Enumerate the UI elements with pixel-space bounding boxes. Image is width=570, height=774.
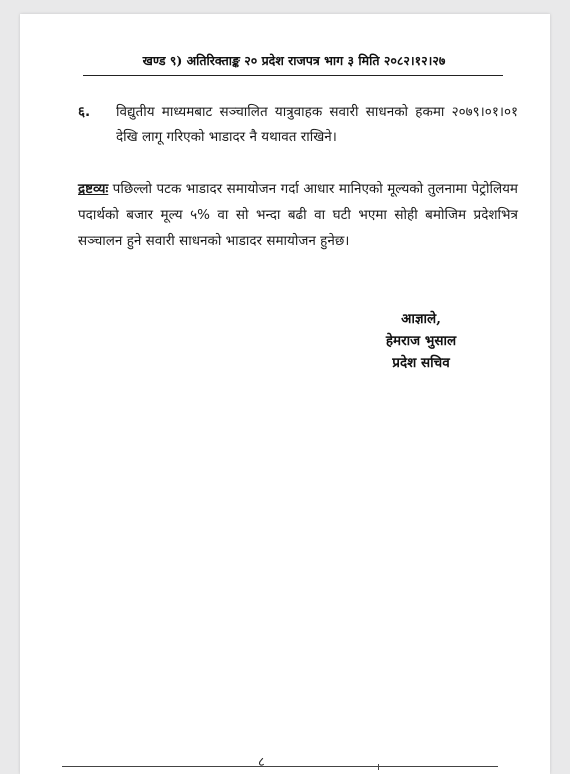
header-divider [83, 75, 503, 76]
clause-number: ६. [78, 104, 91, 120]
clause-text: विद्युतीय माध्यमबाट सञ्चालित यात्रुवाहक सवारी साधनको हकमा २०७९।०१।०१ देखि लागू गरिएको भाडादर नै यथावत राखिने। [116, 104, 518, 145]
note-label: द्रष्टव्यः [78, 181, 109, 197]
note-text: पछिल्लो पटक भाडादर समायोजन गर्दा आधार मानिएको मूल्यको तुलनामा पेट्रोलियम पदार्थको बजार मूल्य ५% वा सो भन्दा बढी वा घटी भएमा सोही बमोजिम प्रदेशभित्र सञ्चालन हुने सवारी साधनको भाडादर समायोजन हुनेछ। [78, 181, 518, 249]
signature-block [356, 308, 486, 374]
document-page [20, 14, 550, 774]
signatory-title: प्रदेश सचिव [392, 355, 450, 371]
footer-tick-mark [378, 764, 379, 770]
clause-item [78, 100, 518, 150]
signatory-name: हेमराज भुसाल [385, 333, 457, 349]
signature-order-line: आज्ञाले, [401, 311, 441, 327]
page-number: ८ [258, 755, 265, 770]
footer-divider [62, 766, 498, 767]
gazette-header: खण्ड ९) अतिरिक्ताङ्क २० प्रदेश राजपत्र भाग ३ मिति २०८२।१२।२७ [142, 53, 446, 68]
note-paragraph [78, 176, 518, 254]
